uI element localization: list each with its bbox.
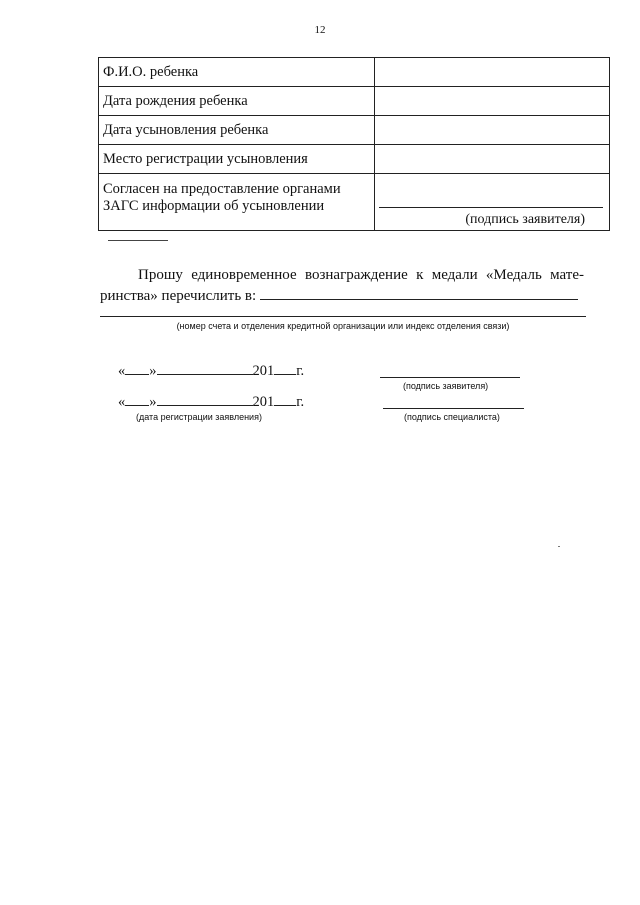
year-prefix: 201	[252, 363, 275, 379]
year-suffix: г.	[296, 394, 305, 410]
applicant-signature-caption: (подпись заявителя)	[403, 381, 489, 391]
year-field[interactable]	[274, 361, 296, 375]
table-row	[99, 116, 610, 145]
adoption-date-label: Дата усыновления ребенка	[99, 116, 375, 145]
table-row	[99, 58, 610, 87]
account-input-line[interactable]	[260, 285, 578, 300]
request-line2-container	[100, 285, 584, 306]
specialist-signature-line[interactable]	[383, 408, 524, 409]
request-paragraph	[100, 265, 584, 306]
year-suffix: г.	[296, 363, 305, 379]
open-quote: «	[118, 363, 126, 379]
account-caption: (номер счета и отделения кредитной организации или индекс отделения связи)	[176, 321, 510, 331]
request-line2: ринства» перечислить в:	[100, 288, 257, 304]
close-quote: »	[149, 363, 157, 379]
adoption-date-field[interactable]	[375, 116, 610, 145]
child-name-label: Ф.И.О. ребенка	[99, 58, 375, 87]
registration-date-caption: (дата регистрации заявления)	[136, 412, 262, 422]
applicant-signature-line[interactable]	[380, 377, 520, 378]
child-birthdate-field[interactable]	[375, 87, 610, 116]
month-field[interactable]	[157, 361, 253, 375]
day-field[interactable]	[125, 361, 149, 375]
specialist-date-row	[118, 392, 304, 411]
year-field[interactable]	[274, 392, 296, 406]
table-row	[99, 174, 610, 231]
child-birthdate-label: Дата рождения ребенка	[99, 87, 375, 116]
consent-signature-caption: (подпись заявителя)	[465, 212, 585, 227]
consent-label	[99, 174, 375, 231]
consent-label-line1: Согласен на предоставление органами	[103, 181, 341, 197]
close-quote: »	[149, 394, 157, 410]
adoption-place-field[interactable]	[375, 145, 610, 174]
month-field[interactable]	[157, 392, 253, 406]
child-info-table	[98, 57, 610, 231]
page-number: 12	[314, 24, 326, 36]
table-row	[99, 145, 610, 174]
child-name-field[interactable]	[375, 58, 610, 87]
applicant-date-row	[118, 361, 304, 380]
consent-label-line2: ЗАГС информации об усыновлении	[103, 198, 325, 214]
consent-signature-field[interactable]	[375, 174, 610, 231]
specialist-signature-caption: (подпись специалиста)	[404, 412, 500, 422]
divider	[108, 240, 168, 241]
year-prefix: 201	[252, 394, 275, 410]
open-quote: «	[118, 394, 126, 410]
scan-speck	[558, 546, 560, 547]
consent-signature-line	[379, 207, 603, 208]
account-input-line-full[interactable]	[100, 316, 586, 317]
request-line1: Прошу единовременное вознаграждение к медали «Медаль мате-	[138, 267, 584, 283]
table-row	[99, 87, 610, 116]
adoption-place-label: Место регистрации усыновления	[99, 145, 375, 174]
day-field[interactable]	[125, 392, 149, 406]
